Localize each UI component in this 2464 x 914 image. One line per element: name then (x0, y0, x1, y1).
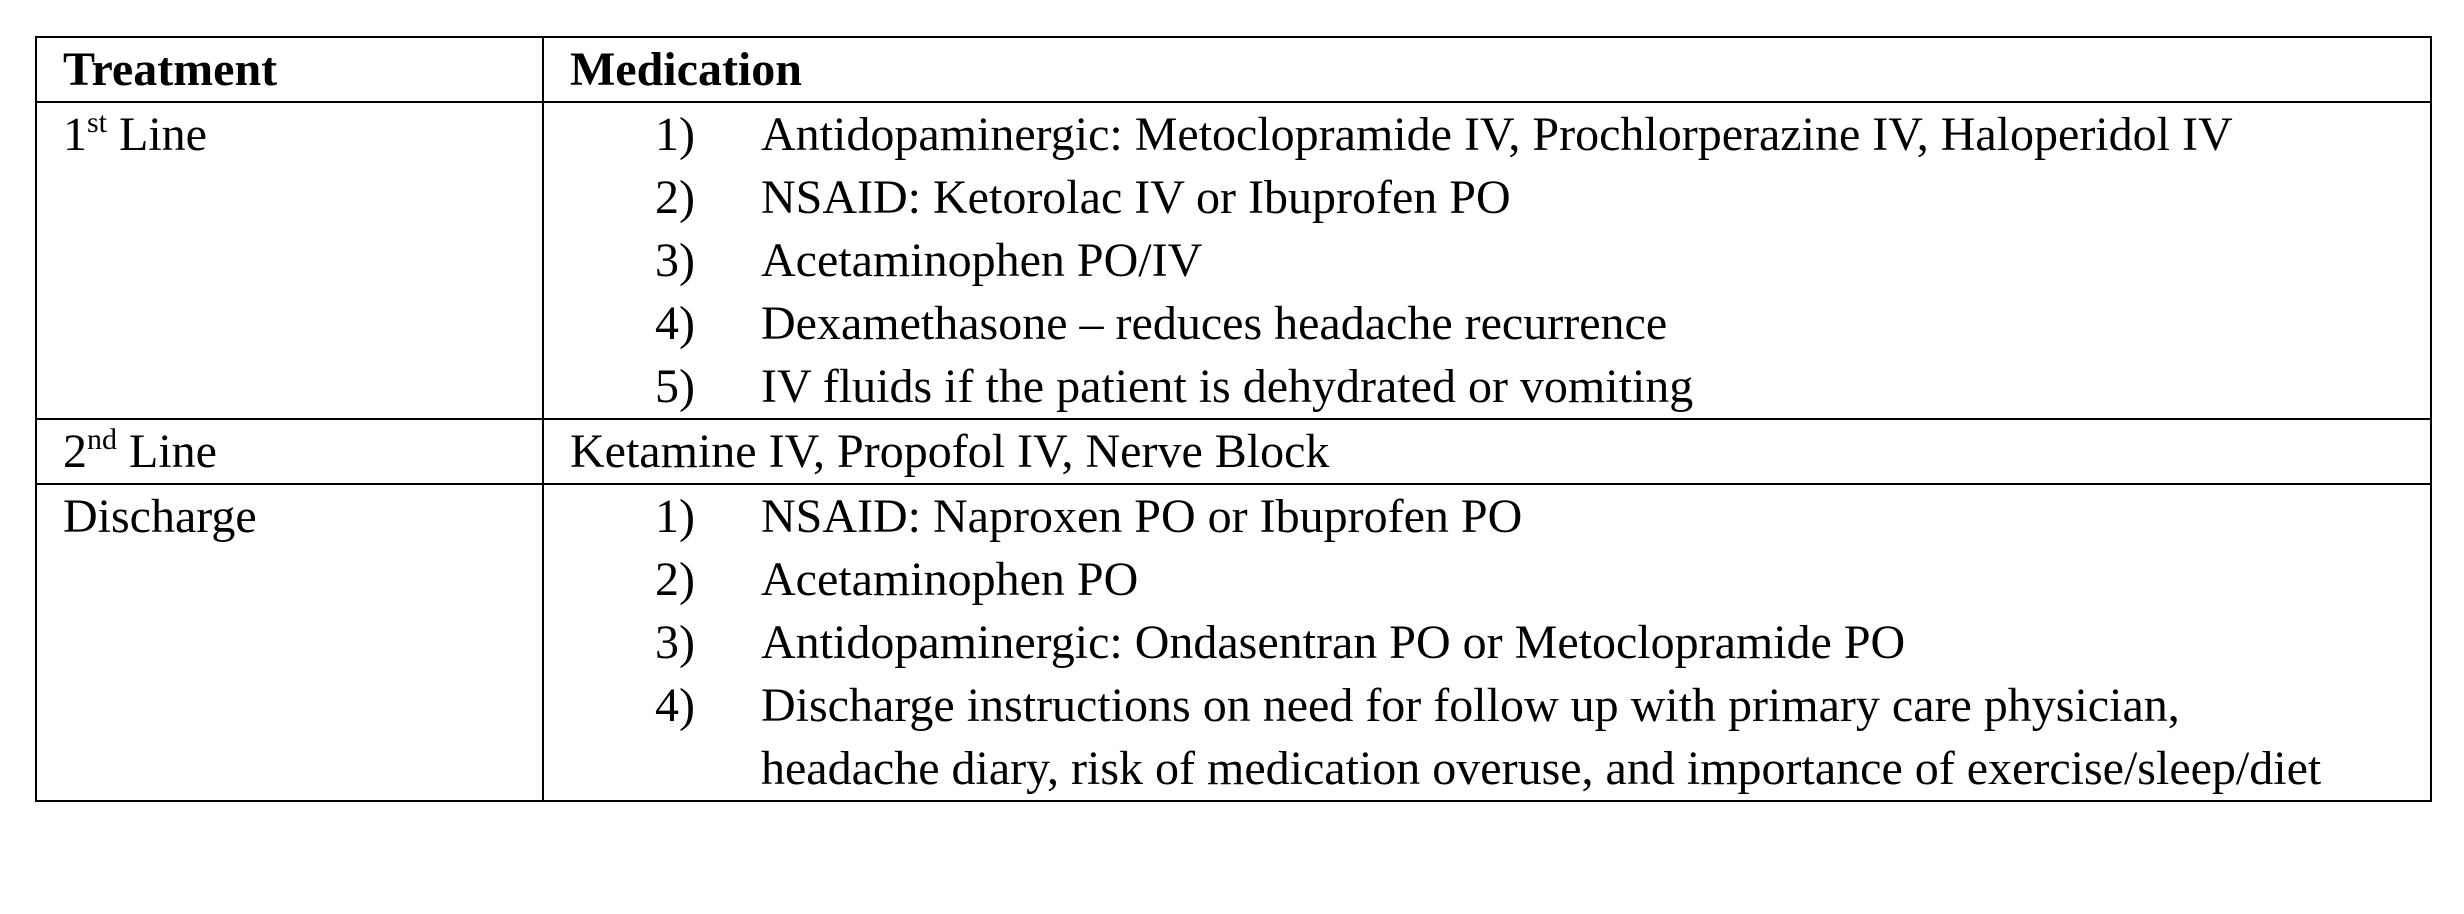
list-item (570, 485, 2430, 548)
medication-cell (543, 419, 2431, 484)
treatment-number: 2 (63, 425, 87, 478)
list-item-text: NSAID: Naproxen PO or Ibuprofen PO (761, 490, 1523, 543)
list-item-text: Antidopaminergic: Ondasentran PO or Metoclopramide PO (761, 616, 1906, 669)
treatment-cell (36, 102, 543, 419)
medication-cell (543, 484, 2431, 801)
treatment-number: 1 (63, 108, 87, 161)
list-item-number: 2) (655, 553, 695, 606)
table-row-discharge (36, 484, 2431, 801)
table-row-first-line (36, 102, 2431, 419)
list-item-number: 2) (655, 171, 695, 224)
header-medication: Medication (543, 37, 2431, 102)
list-item (570, 611, 2430, 674)
list-item-number: 1) (655, 108, 695, 161)
list-item-text: NSAID: Ketorolac IV or Ibuprofen PO (761, 171, 1511, 224)
list-item-number: 4) (655, 679, 695, 732)
list-item (570, 103, 2430, 166)
medication-text: Ketamine IV, Propofol IV, Nerve Block (570, 425, 1330, 478)
list-item (570, 674, 2430, 800)
treatment-label: Discharge (63, 490, 257, 543)
header-row (36, 37, 2431, 102)
list-item-text: Dexamethasone – reduces headache recurrence (761, 297, 1668, 350)
list-item-text: Acetaminophen PO/IV (761, 234, 1203, 287)
list-item-text: Acetaminophen PO (761, 553, 1139, 606)
treatment-table (35, 36, 2432, 802)
treatment-ordinal-suffix: nd (87, 423, 117, 456)
header-treatment: Treatment (36, 37, 543, 102)
treatment-cell (36, 419, 543, 484)
list-item (570, 292, 2430, 355)
medication-cell (543, 102, 2431, 419)
treatment-line-label: Line (117, 425, 217, 478)
list-item (570, 166, 2430, 229)
list-item (570, 548, 2430, 611)
medication-list (570, 485, 2430, 800)
list-item-text: IV fluids if the patient is dehydrated or vomiting (761, 360, 1694, 413)
list-item-text: Discharge instructions on need for follow up with primary care physician, headache diary, risk of medication overuse, and importance of exercise/sleep/diet (761, 679, 2322, 795)
list-item-text: Antidopaminergic: Metoclopramide IV, Prochlorperazine IV, Haloperidol IV (761, 108, 2233, 161)
treatment-line-label: Line (107, 108, 207, 161)
medication-list (570, 103, 2430, 418)
list-item-number: 3) (655, 234, 695, 287)
treatment-cell (36, 484, 543, 801)
list-item-number: 5) (655, 360, 695, 413)
list-item-number: 4) (655, 297, 695, 350)
treatment-ordinal-suffix: st (87, 106, 108, 139)
list-item (570, 229, 2430, 292)
table-row-second-line (36, 419, 2431, 484)
list-item (570, 355, 2430, 418)
list-item-number: 3) (655, 616, 695, 669)
list-item-number: 1) (655, 490, 695, 543)
